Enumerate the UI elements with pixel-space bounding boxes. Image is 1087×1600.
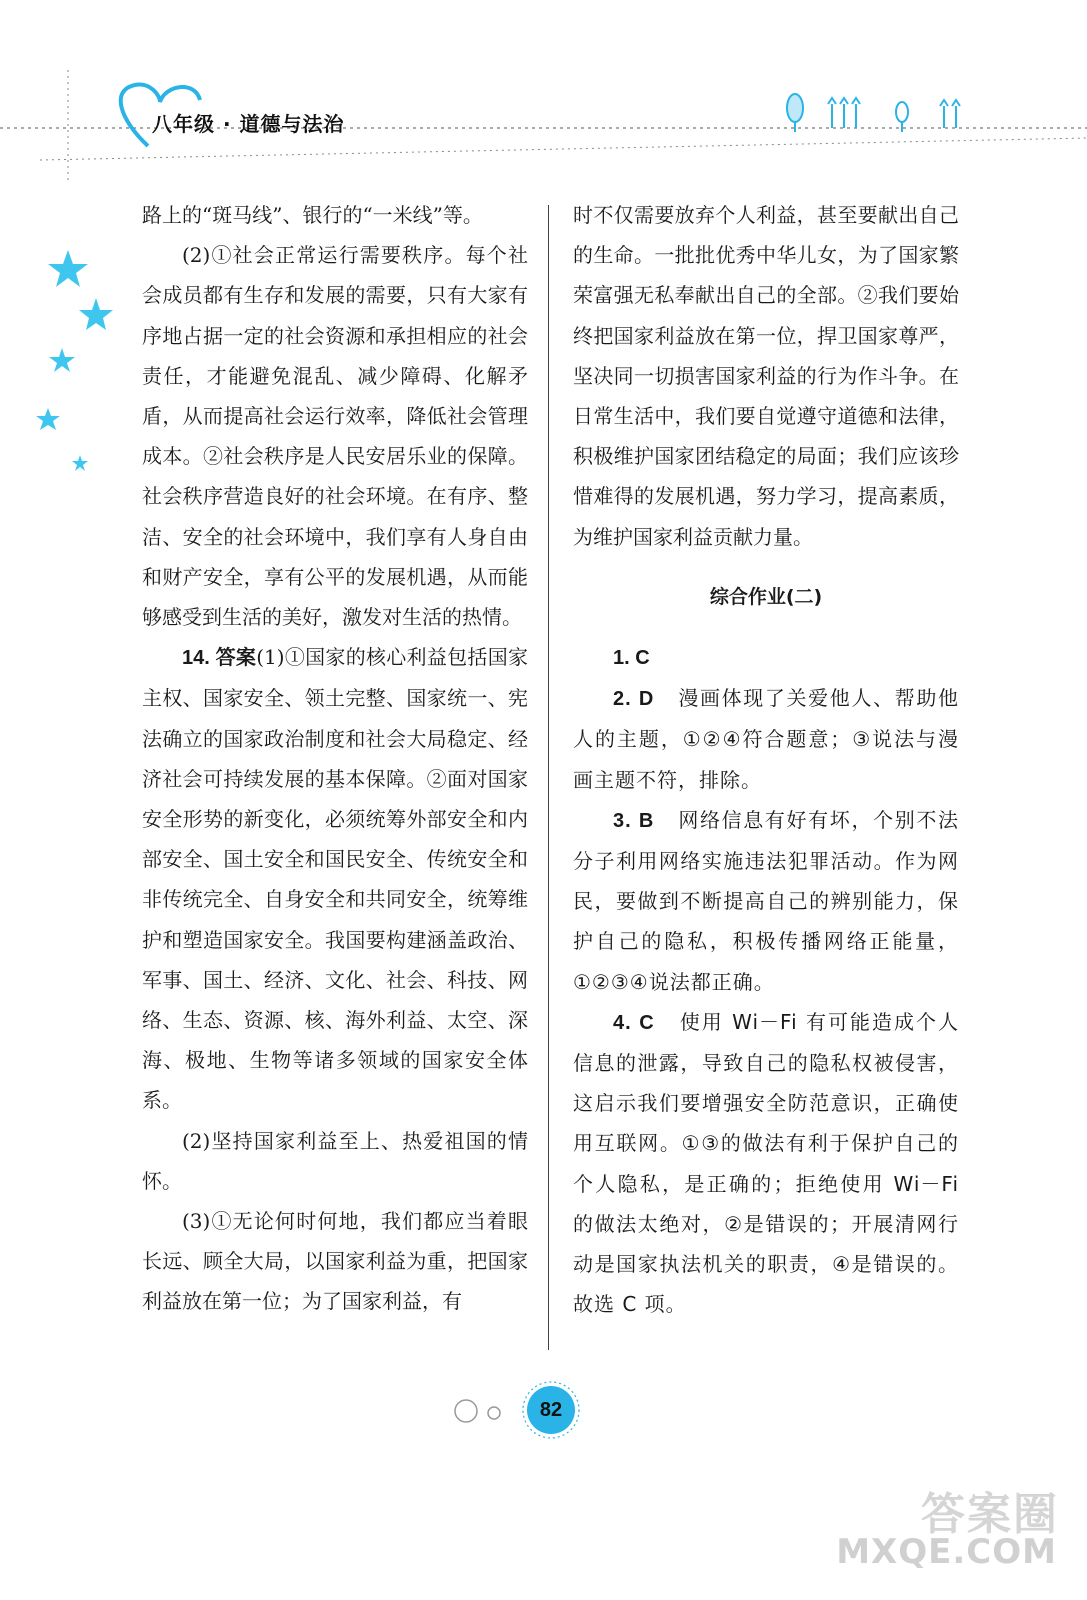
answer-3 xyxy=(573,800,959,1002)
paragraph: 路上的“斑马线”、银行的“一米线”等。 xyxy=(142,203,483,227)
section-title: 综合作业(二) xyxy=(709,585,823,608)
answer-text: 漫画体现了关爱他人、帮助他人的主题，①②④符合题意；③说法与漫画主题不符，排除。 xyxy=(573,686,960,792)
question-label: 4. C xyxy=(613,1011,655,1034)
watermark-logo: 答案圈 xyxy=(921,1489,1059,1540)
star-icon xyxy=(72,455,88,471)
question-label: 14. 答案 xyxy=(182,647,257,670)
watermark-url: MXQE.COM xyxy=(836,1532,1057,1572)
question-label: 1. C xyxy=(613,647,650,670)
paragraph: 时不仅需要放弃个人利益，甚至要献出自己的生命。一批批优秀中华儿女，为了国家繁荣富强无私奉献出自己的全部。②我们要始终把国家利益放在第一位，捍卫国家尊严，坚决同一切损害国家利益的行为作斗争。在日常生活中，我们要自觉遵守道德和法律，积极维护国家团结稳定的局面；我们应该珍惜难得的发展机遇，努力学习，提高素质，为维护国家利益贡献力量。 xyxy=(573,203,959,549)
paragraph: (2)①社会正常运行需要秩序。每个社会成员都有生存和发展的需要，只有大家有序地占据一定的社会资源和承担相应的社会责任，才能避免混乱、减少障碍、化解矛盾，从而提高社会运行效率，降低社会管理成本。②社会秩序是人民安居乐业的保障。社会秩序营造良好的社会环境。在有序、整洁、安全的社会环境中，我们享有人身自由和财产安全，享有公平的发展机遇，从而能够感受到生活的美好，激发对生活的热情。 xyxy=(142,243,528,630)
star-icon xyxy=(49,348,75,372)
answer-14 xyxy=(142,637,528,1120)
page-number-badge xyxy=(450,1378,590,1442)
paragraph: (2)坚持国家利益至上、热爱祖国的情怀。 xyxy=(142,1128,528,1193)
answer-4 xyxy=(573,1002,959,1325)
question-label: 2. D xyxy=(613,688,655,711)
page-header-title: 八年级 · 道德与法治 xyxy=(152,112,345,136)
right-column xyxy=(573,195,959,1324)
answer-text: 使用 Wi－Fi 有可能造成个人信息的泄露，导致自己的隐私权被侵害，这启示我们要增强安全防范意识，正确使用互联网。①③的做法有利于保护自己的个人隐私，是正确的；拒绝使用 Wi－Fi 的做法太绝对，②是错误的；开展清网行动是国家执法机关的职责，④是错误的。故选 C 项。 xyxy=(573,1009,959,1317)
column-divider xyxy=(548,205,549,1350)
paragraph: (3)①无论何时何地，我们都应当着眼长远、顾全大局，以国家利益为重，把国家利益放在第一位；为了国家利益，有 xyxy=(142,1209,528,1314)
star-icon xyxy=(36,408,60,430)
answer-text: (1)①国家的核心利益包括国家主权、国家安全、领土完整、国家统一、宪法确立的国家政治制度和社会大局稳定、经济社会可持续发展的基本保障。②面对国家安全形势的新变化，必须统筹外部安全和内部安全、国土安全和国民安全、传统安全和非传统完全、自身安全和共同安全，统筹维护和塑造国家安全。我国要构建涵盖政治、军事、国土、经济、文化、社会、科技、网络、生态、资源、核、海外利益、太空、深海、极地、生物等诸多领域的国家安全体系。 xyxy=(142,645,528,1113)
answer-1 xyxy=(573,637,959,678)
tulip-icons xyxy=(787,94,960,132)
answer-2 xyxy=(573,678,959,800)
star-icon xyxy=(79,298,113,330)
star-decoration xyxy=(30,240,120,480)
page-number: 82 xyxy=(539,1399,563,1421)
answer-text: 网络信息有好有坏，个别不法分子利用网络实施违法犯罪活动。作为网民，要做到不断提高自己的辨别能力，保护自己的隐私，积极传播网络正能量，①②③④说法都正确。 xyxy=(573,807,960,994)
question-label: 3. B xyxy=(613,809,655,832)
left-column xyxy=(142,195,528,1322)
star-icon xyxy=(48,250,88,287)
